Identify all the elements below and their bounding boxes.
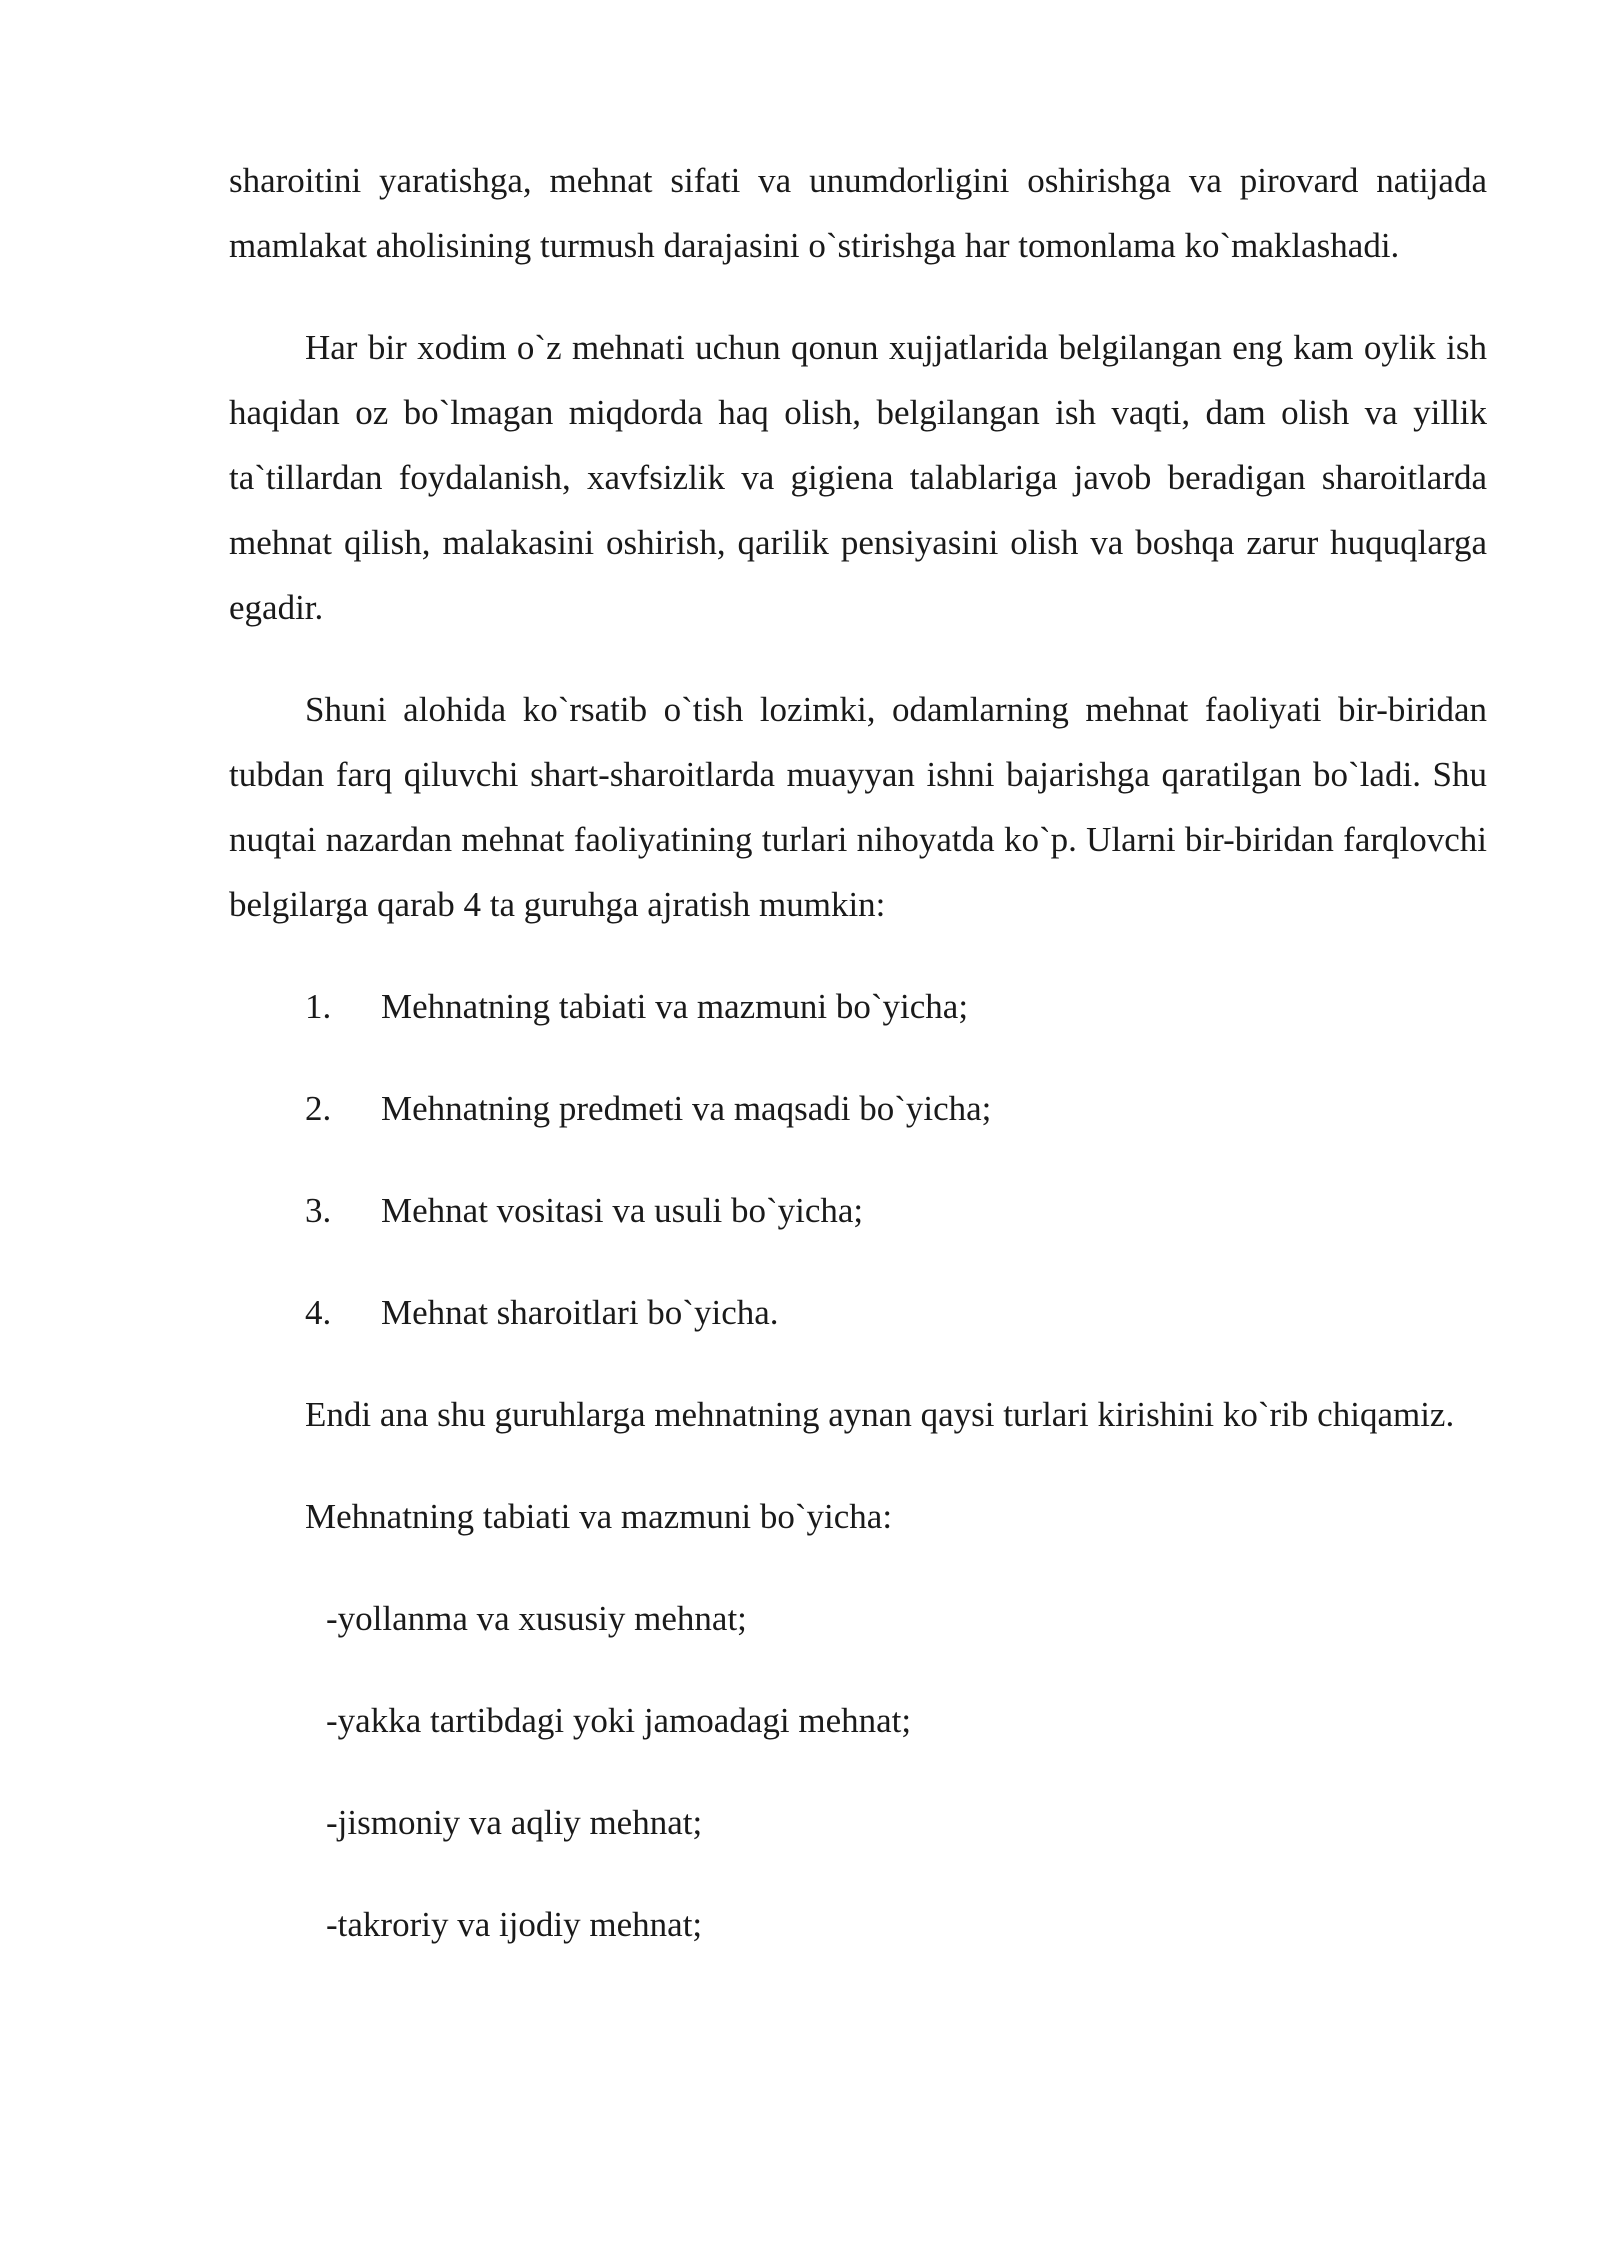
list-item-number: 2. bbox=[305, 1089, 332, 1128]
list-item-text: Mehnat sharoitlari bo`yicha. bbox=[381, 1293, 779, 1332]
document-page bbox=[229, 148, 1487, 1957]
list-item-number: 1. bbox=[305, 987, 332, 1026]
paragraph-closing: Endi ana shu guruhlarga mehnatning aynan qaysi turlari kirishini ko`rib chiqamiz. bbox=[305, 1395, 1455, 1434]
paragraph-continuation: sharoitini yaratishga, mehnat sifati va unumdorligini oshirishga va pirovard natijada mamlakat aholisining turmush darajasini o`stirishga har tomonlama ko`maklashadi. bbox=[229, 161, 1487, 265]
list-item-text: Mehnatning predmeti va maqsadi bo`yicha; bbox=[381, 1089, 992, 1128]
list-item bbox=[229, 1076, 1487, 1141]
sub-heading: Mehnatning tabiati va mazmuni bo`yicha: bbox=[305, 1497, 893, 1536]
list-item-number: 4. bbox=[305, 1293, 332, 1332]
dash-list-item: -takroriy va ijodiy mehnat; bbox=[326, 1905, 703, 1944]
list-item bbox=[229, 1178, 1487, 1243]
numbered-list bbox=[229, 974, 1487, 1345]
dash-list-item: -yakka tartibdagi yoki jamoadagi mehnat; bbox=[326, 1701, 912, 1740]
list-item-text: Mehnatning tabiati va mazmuni bo`yicha; bbox=[381, 987, 969, 1026]
list-item bbox=[229, 974, 1487, 1039]
list-item bbox=[229, 1280, 1487, 1345]
dash-list-item: -yollanma va xususiy mehnat; bbox=[326, 1599, 747, 1638]
paragraph-worker-rights: Har bir xodim o`z mehnati uchun qonun xujjatlarida belgilangan eng kam oylik ish haqidan oz bo`lmagan miqdorda haq olish, belgilangan ish vaqti, dam olish va yillik ta`tillardan foydalanish, xavfsizlik va gigiena talablariga javob beradigan sharoitlarda mehnat qilish, malakasini oshirish, qarilik pensiyasini olish va boshqa zarur huquqlarga egadir. bbox=[229, 328, 1487, 627]
list-item-text: Mehnat vositasi va usuli bo`yicha; bbox=[381, 1191, 864, 1230]
list-item-number: 3. bbox=[305, 1191, 332, 1230]
dash-list bbox=[229, 1586, 1487, 1957]
dash-list-item: -jismoniy va aqliy mehnat; bbox=[326, 1803, 703, 1842]
paragraph-labor-types-intro: Shuni alohida ko`rsatib o`tish lozimki, odamlarning mehnat faoliyati bir-biridan tubdan farq qiluvchi shart-sharoitlarda muayyan ishni bajarishga qaratilgan bo`ladi. Shu nuqtai nazardan mehnat faoliyatining turlari nihoyatda ko`p. Ularni bir-biridan farqlovchi belgilarga qarab 4 ta guruhga ajratish mumkin: bbox=[229, 690, 1487, 924]
